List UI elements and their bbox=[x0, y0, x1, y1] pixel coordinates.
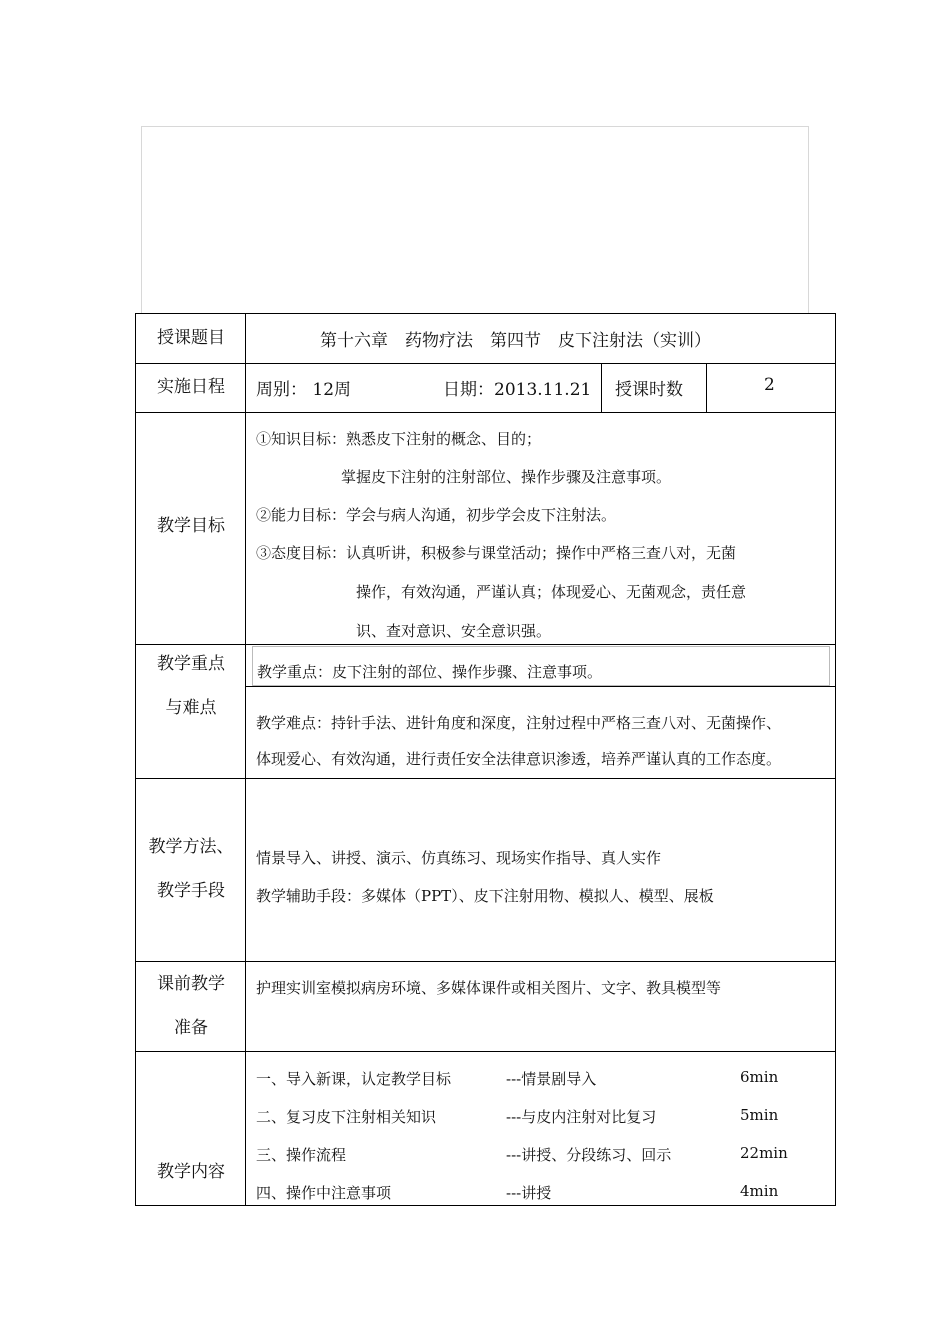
objective-line: 识、查对意识、安全意识强。 bbox=[356, 622, 552, 640]
content-method: ---讲授、分段练习、回示 bbox=[506, 1146, 672, 1164]
schedule-label: 实施日程 bbox=[157, 377, 225, 397]
row-divider bbox=[136, 778, 835, 779]
schedule-divider bbox=[601, 363, 602, 412]
content-time: 5min bbox=[740, 1106, 779, 1124]
preparation-label-line1: 课前教学 bbox=[157, 974, 225, 994]
objective-line: ①知识目标：熟悉皮下注射的概念、目的； bbox=[256, 430, 542, 448]
subrow-divider bbox=[246, 686, 835, 687]
objective-line: ②能力目标：学会与病人沟通，初步学会皮下注射法。 bbox=[256, 506, 617, 524]
content-label: 教学内容 bbox=[157, 1162, 225, 1182]
focus-text: 教学重点：皮下注射的部位、操作步骤、注意事项。 bbox=[257, 663, 603, 681]
hours-value: 2 bbox=[764, 375, 775, 395]
content-time: 4min bbox=[740, 1182, 779, 1200]
objective-line: 操作，有效沟通，严谨认真；体现爱心、无菌观念，责任意 bbox=[356, 583, 747, 601]
content-method: ---讲授 bbox=[506, 1184, 552, 1202]
lesson-plan-table bbox=[135, 313, 836, 1206]
preparation-text: 护理实训室模拟病房环境、多媒体课件或相关图片、文字、教具模型等 bbox=[256, 979, 722, 997]
content-item: 三、操作流程 bbox=[256, 1146, 347, 1164]
header-frame bbox=[141, 126, 809, 314]
methods-label-line1: 教学方法、 bbox=[148, 837, 234, 857]
difficulty-line: 体现爱心、有效沟通，进行责任安全法律意识渗透，培养严谨认真的工作态度。 bbox=[256, 750, 782, 768]
topic-value: 第十六章 药物疗法 第四节 皮下注射法（实训） bbox=[320, 331, 711, 351]
objective-line: 掌握皮下注射的注射部位、操作步骤及注意事项。 bbox=[341, 468, 672, 486]
methods-aids-text: 教学辅助手段：多媒体（PPT）、皮下注射用物、模拟人、模型、展板 bbox=[256, 887, 714, 905]
topic-label: 授课题目 bbox=[157, 328, 225, 348]
methods-label-line2: 教学手段 bbox=[157, 881, 225, 901]
content-method: ---与皮内注射对比复习 bbox=[506, 1108, 657, 1126]
content-item: 一、导入新课，认定教学目标 bbox=[256, 1070, 452, 1088]
preparation-label-line2: 准备 bbox=[174, 1018, 208, 1038]
week-value: 周别： 12周 bbox=[256, 380, 352, 400]
content-item: 二、复习皮下注射相关知识 bbox=[256, 1108, 437, 1126]
row-divider bbox=[136, 1051, 835, 1052]
content-time: 6min bbox=[740, 1068, 779, 1086]
content-time: 22min bbox=[740, 1144, 788, 1162]
content-method: ---情景剧导入 bbox=[506, 1070, 597, 1088]
date-value: 日期：2013.11.21 bbox=[443, 380, 592, 400]
keypoints-label-line2: 与难点 bbox=[165, 698, 217, 718]
label-column-divider bbox=[245, 314, 246, 1205]
difficulty-line: 教学难点：持针手法、进针角度和深度，注射过程中严格三查八对、无菌操作、 bbox=[256, 714, 782, 732]
keypoints-label-line1: 教学重点 bbox=[157, 654, 225, 674]
methods-text: 情景导入、讲授、演示、仿真练习、现场实作指导、真人实作 bbox=[256, 849, 662, 867]
row-divider bbox=[136, 363, 835, 364]
schedule-divider bbox=[706, 363, 707, 412]
objective-line: ③态度目标：认真听讲，积极参与课堂活动；操作中严格三查八对，无菌 bbox=[256, 544, 737, 562]
content-item: 四、操作中注意事项 bbox=[256, 1184, 392, 1202]
objectives-label: 教学目标 bbox=[157, 516, 225, 536]
row-divider bbox=[136, 412, 835, 413]
hours-label: 授课时数 bbox=[615, 380, 683, 400]
